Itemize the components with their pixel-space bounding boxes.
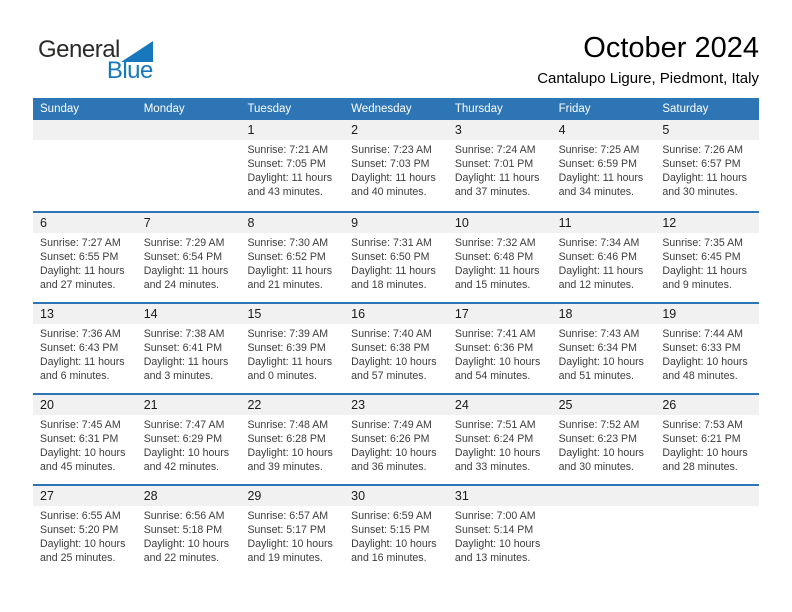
- daylight-text: Daylight: 10 hours and 22 minutes.: [143, 537, 230, 564]
- day-cell-7: [137, 213, 241, 302]
- calendar-grid: [33, 98, 759, 575]
- daylight-text: Daylight: 11 hours and 37 minutes.: [454, 171, 540, 198]
- daylight-text: Daylight: 10 hours and 42 minutes.: [143, 446, 230, 473]
- daylight-text: Daylight: 10 hours and 28 minutes.: [662, 446, 748, 473]
- day-cell-empty: [655, 486, 759, 575]
- sunset-text: Sunset: 6:55 PM: [40, 251, 119, 264]
- weekday-header-sunday: Sunday: [40, 103, 80, 116]
- day-info: [33, 233, 137, 292]
- sunrise-text: Sunrise: 7:24 AM: [454, 144, 536, 157]
- sunset-text: Sunset: 6:43 PM: [40, 342, 119, 355]
- day-cell-31: [448, 486, 552, 575]
- week-row-1: [33, 120, 759, 211]
- sunset-text: Sunset: 6:38 PM: [351, 342, 430, 355]
- sunset-text: Sunset: 6:31 PM: [40, 433, 119, 446]
- day-number: 9: [344, 213, 448, 233]
- day-cell-27: [33, 486, 137, 575]
- sunrise-text: Sunrise: 7:23 AM: [351, 144, 432, 157]
- daylight-text: Daylight: 10 hours and 39 minutes.: [247, 446, 333, 473]
- daylight-text: Daylight: 10 hours and 51 minutes.: [558, 355, 644, 382]
- sunrise-text: Sunrise: 7:31 AM: [351, 237, 432, 250]
- sunrise-text: Sunrise: 7:34 AM: [558, 237, 640, 250]
- day-number: 20: [33, 395, 137, 415]
- week-row-4: [33, 393, 759, 484]
- daylight-text: Daylight: 11 hours and 24 minutes.: [143, 264, 229, 291]
- day-number: 23: [344, 395, 448, 415]
- day-cell-23: [344, 395, 448, 484]
- day-info: [344, 140, 448, 199]
- daylight-text: Daylight: 11 hours and 15 minutes.: [454, 264, 540, 291]
- day-cell-5: [655, 120, 759, 211]
- daylight-text: Daylight: 11 hours and 30 minutes.: [662, 171, 747, 198]
- week-row-3: [33, 302, 759, 393]
- sunrise-text: Sunrise: 7:40 AM: [351, 328, 432, 341]
- day-cell-20: [33, 395, 137, 484]
- day-number: 11: [552, 213, 656, 233]
- sunset-text: Sunset: 5:14 PM: [454, 524, 534, 537]
- day-number: [137, 120, 241, 140]
- daylight-text: Daylight: 10 hours and 54 minutes.: [454, 355, 541, 382]
- sunrise-text: Sunrise: 7:26 AM: [662, 144, 743, 157]
- sunrise-text: Sunrise: 7:32 AM: [454, 237, 536, 250]
- day-info: [655, 233, 759, 292]
- sunrise-text: Sunrise: 7:52 AM: [558, 419, 640, 432]
- day-info: [137, 415, 241, 474]
- sunset-text: Sunset: 6:36 PM: [454, 342, 534, 355]
- daylight-text: Daylight: 10 hours and 16 minutes.: [351, 537, 437, 564]
- day-number: 12: [655, 213, 759, 233]
- weekday-header-wednesday: Wednesday: [351, 103, 412, 116]
- day-number: 5: [655, 120, 759, 140]
- sunrise-text: Sunrise: 7:00 AM: [454, 510, 536, 523]
- weekday-header-monday: Monday: [143, 103, 185, 116]
- sunset-text: Sunset: 6:29 PM: [143, 433, 223, 446]
- day-info: [344, 324, 448, 383]
- sunrise-text: Sunrise: 7:30 AM: [247, 237, 329, 250]
- daylight-text: Daylight: 10 hours and 25 minutes.: [40, 537, 126, 564]
- weekday-header-tuesday: Tuesday: [247, 103, 292, 116]
- day-info: [33, 506, 137, 565]
- day-info: [552, 233, 656, 292]
- sunset-text: Sunset: 6:59 PM: [558, 158, 637, 171]
- sunrise-text: Sunrise: 6:56 AM: [143, 510, 225, 523]
- day-number: 19: [655, 304, 759, 324]
- sunrise-text: Sunrise: 6:57 AM: [247, 510, 329, 523]
- sunset-text: Sunset: 6:39 PM: [247, 342, 326, 355]
- sunset-text: Sunset: 7:05 PM: [247, 158, 326, 171]
- day-cell-empty: [552, 486, 656, 575]
- sunrise-text: Sunrise: 7:27 AM: [40, 237, 121, 250]
- day-cell-22: [240, 395, 344, 484]
- daylight-text: Daylight: 10 hours and 33 minutes.: [454, 446, 541, 473]
- daylight-text: Daylight: 11 hours and 9 minutes.: [662, 264, 747, 291]
- day-cell-25: [552, 395, 656, 484]
- day-number: 26: [655, 395, 759, 415]
- day-cell-30: [344, 486, 448, 575]
- day-number: 18: [552, 304, 656, 324]
- day-number: 31: [448, 486, 552, 506]
- month-title: October 2024: [583, 32, 759, 64]
- day-info: [552, 415, 656, 474]
- sunset-text: Sunset: 5:18 PM: [143, 524, 223, 537]
- day-cell-6: [33, 213, 137, 302]
- sunset-text: Sunset: 6:46 PM: [558, 251, 637, 264]
- day-number: [655, 486, 759, 506]
- day-cell-empty: [33, 120, 137, 211]
- day-cell-14: [137, 304, 241, 393]
- day-info: [240, 415, 344, 474]
- day-number: 2: [344, 120, 448, 140]
- daylight-text: Daylight: 10 hours and 19 minutes.: [247, 537, 333, 564]
- day-number: 30: [344, 486, 448, 506]
- sunrise-text: Sunrise: 7:39 AM: [247, 328, 329, 341]
- day-number: 28: [137, 486, 241, 506]
- day-info: [137, 233, 241, 292]
- daylight-text: Daylight: 11 hours and 18 minutes.: [351, 264, 436, 291]
- day-info: [240, 324, 344, 383]
- day-number: 13: [33, 304, 137, 324]
- daylight-text: Daylight: 10 hours and 57 minutes.: [351, 355, 437, 382]
- weekday-header-friday: Friday: [558, 103, 591, 116]
- sunrise-text: Sunrise: 6:59 AM: [351, 510, 432, 523]
- sunrise-text: Sunrise: 7:35 AM: [662, 237, 743, 250]
- day-cell-8: [240, 213, 344, 302]
- daylight-text: Daylight: 11 hours and 6 minutes.: [40, 355, 125, 382]
- sunrise-text: Sunrise: 7:48 AM: [247, 419, 329, 432]
- daylight-text: Daylight: 11 hours and 34 minutes.: [558, 171, 644, 198]
- logo-text-general: General: [38, 36, 120, 63]
- day-info: [33, 324, 137, 383]
- day-cell-3: [448, 120, 552, 211]
- day-number: 1: [240, 120, 344, 140]
- sunrise-text: Sunrise: 7:44 AM: [662, 328, 743, 341]
- day-info: [448, 324, 552, 383]
- sunrise-text: Sunrise: 7:49 AM: [351, 419, 432, 432]
- day-cell-28: [137, 486, 241, 575]
- day-cell-19: [655, 304, 759, 393]
- week-row-5: [33, 484, 759, 575]
- day-cell-12: [655, 213, 759, 302]
- day-info: [448, 506, 552, 565]
- day-info: [240, 140, 344, 199]
- daylight-text: Daylight: 11 hours and 27 minutes.: [40, 264, 125, 291]
- sunrise-text: Sunrise: 7:51 AM: [454, 419, 536, 432]
- sunset-text: Sunset: 6:45 PM: [662, 251, 741, 264]
- day-number: 17: [448, 304, 552, 324]
- sunrise-text: Sunrise: 7:38 AM: [143, 328, 225, 341]
- day-cell-21: [137, 395, 241, 484]
- day-info: [137, 506, 241, 565]
- day-cell-2: [344, 120, 448, 211]
- day-number: 3: [448, 120, 552, 140]
- day-number: 27: [33, 486, 137, 506]
- day-cell-empty: [137, 120, 241, 211]
- day-cell-1: [240, 120, 344, 211]
- day-info: [655, 140, 759, 199]
- day-cell-18: [552, 304, 656, 393]
- daylight-text: Daylight: 10 hours and 48 minutes.: [662, 355, 748, 382]
- day-number: 10: [448, 213, 552, 233]
- sunrise-text: Sunrise: 7:47 AM: [143, 419, 225, 432]
- day-info: [240, 233, 344, 292]
- weekday-header-saturday: Saturday: [662, 103, 709, 116]
- daylight-text: Daylight: 11 hours and 0 minutes.: [247, 355, 333, 382]
- sunrise-text: Sunrise: 6:55 AM: [40, 510, 121, 523]
- sunset-text: Sunset: 6:21 PM: [662, 433, 741, 446]
- day-info: [344, 233, 448, 292]
- day-cell-11: [552, 213, 656, 302]
- sunset-text: Sunset: 5:20 PM: [40, 524, 119, 537]
- sunset-text: Sunset: 6:52 PM: [247, 251, 326, 264]
- sunrise-text: Sunrise: 7:29 AM: [143, 237, 225, 250]
- weekday-header-thursday: Thursday: [454, 103, 503, 116]
- daylight-text: Daylight: 10 hours and 30 minutes.: [558, 446, 644, 473]
- sunset-text: Sunset: 6:26 PM: [351, 433, 430, 446]
- sunset-text: Sunset: 6:34 PM: [558, 342, 637, 355]
- day-cell-16: [344, 304, 448, 393]
- sunset-text: Sunset: 6:57 PM: [662, 158, 741, 171]
- daylight-text: Daylight: 11 hours and 12 minutes.: [558, 264, 644, 291]
- sunset-text: Sunset: 6:54 PM: [143, 251, 223, 264]
- sunset-text: Sunset: 6:28 PM: [247, 433, 326, 446]
- day-cell-10: [448, 213, 552, 302]
- location-subtitle: Cantalupo Ligure, Piedmont, Italy: [537, 70, 759, 88]
- sunrise-text: Sunrise: 7:43 AM: [558, 328, 640, 341]
- sunrise-text: Sunrise: 7:21 AM: [247, 144, 329, 157]
- daylight-text: Daylight: 10 hours and 36 minutes.: [351, 446, 437, 473]
- day-number: 29: [240, 486, 344, 506]
- day-info: [552, 140, 656, 199]
- daylight-text: Daylight: 10 hours and 45 minutes.: [40, 446, 126, 473]
- sunset-text: Sunset: 6:24 PM: [454, 433, 534, 446]
- day-number: 8: [240, 213, 344, 233]
- day-number: 25: [552, 395, 656, 415]
- day-cell-9: [344, 213, 448, 302]
- sunrise-text: Sunrise: 7:36 AM: [40, 328, 121, 341]
- sunset-text: Sunset: 6:23 PM: [558, 433, 637, 446]
- day-number: 4: [552, 120, 656, 140]
- day-cell-17: [448, 304, 552, 393]
- day-info: [240, 506, 344, 565]
- weekday-header-row: [33, 98, 759, 120]
- sunrise-text: Sunrise: 7:45 AM: [40, 419, 121, 432]
- sunset-text: Sunset: 6:41 PM: [143, 342, 223, 355]
- day-cell-24: [448, 395, 552, 484]
- sunrise-text: Sunrise: 7:53 AM: [662, 419, 743, 432]
- week-row-2: [33, 211, 759, 302]
- logo-text-blue: Blue: [106, 57, 153, 84]
- day-number: 21: [137, 395, 241, 415]
- day-info: [655, 324, 759, 383]
- day-info: [448, 140, 552, 199]
- sunset-text: Sunset: 7:01 PM: [454, 158, 534, 171]
- daylight-text: Daylight: 11 hours and 43 minutes.: [247, 171, 333, 198]
- day-cell-26: [655, 395, 759, 484]
- page-header: [33, 30, 759, 87]
- day-number: 22: [240, 395, 344, 415]
- day-info: [552, 324, 656, 383]
- day-number: 6: [33, 213, 137, 233]
- day-cell-15: [240, 304, 344, 393]
- sunrise-text: Sunrise: 7:25 AM: [558, 144, 640, 157]
- day-cell-13: [33, 304, 137, 393]
- day-number: 7: [137, 213, 241, 233]
- day-number: 15: [240, 304, 344, 324]
- day-number: [33, 120, 137, 140]
- sunrise-text: Sunrise: 7:41 AM: [454, 328, 536, 341]
- daylight-text: Daylight: 11 hours and 21 minutes.: [247, 264, 333, 291]
- sunset-text: Sunset: 5:15 PM: [351, 524, 430, 537]
- day-info: [448, 415, 552, 474]
- day-number: 16: [344, 304, 448, 324]
- day-info: [33, 415, 137, 474]
- day-number: 24: [448, 395, 552, 415]
- sunset-text: Sunset: 5:17 PM: [247, 524, 326, 537]
- day-number: 14: [137, 304, 241, 324]
- day-info: [448, 233, 552, 292]
- day-info: [344, 506, 448, 565]
- sunset-text: Sunset: 6:33 PM: [662, 342, 741, 355]
- daylight-text: Daylight: 10 hours and 13 minutes.: [454, 537, 541, 564]
- weeks-container: [33, 120, 759, 575]
- day-info: [137, 324, 241, 383]
- day-info: [344, 415, 448, 474]
- day-number: [552, 486, 656, 506]
- day-cell-29: [240, 486, 344, 575]
- sunset-text: Sunset: 6:48 PM: [454, 251, 534, 264]
- title-block: [537, 32, 759, 87]
- sunset-text: Sunset: 6:50 PM: [351, 251, 430, 264]
- sunset-text: Sunset: 7:03 PM: [351, 158, 430, 171]
- day-cell-4: [552, 120, 656, 211]
- daylight-text: Daylight: 11 hours and 40 minutes.: [351, 171, 436, 198]
- daylight-text: Daylight: 11 hours and 3 minutes.: [143, 355, 229, 382]
- day-info: [655, 415, 759, 474]
- general-blue-logo: [38, 38, 153, 83]
